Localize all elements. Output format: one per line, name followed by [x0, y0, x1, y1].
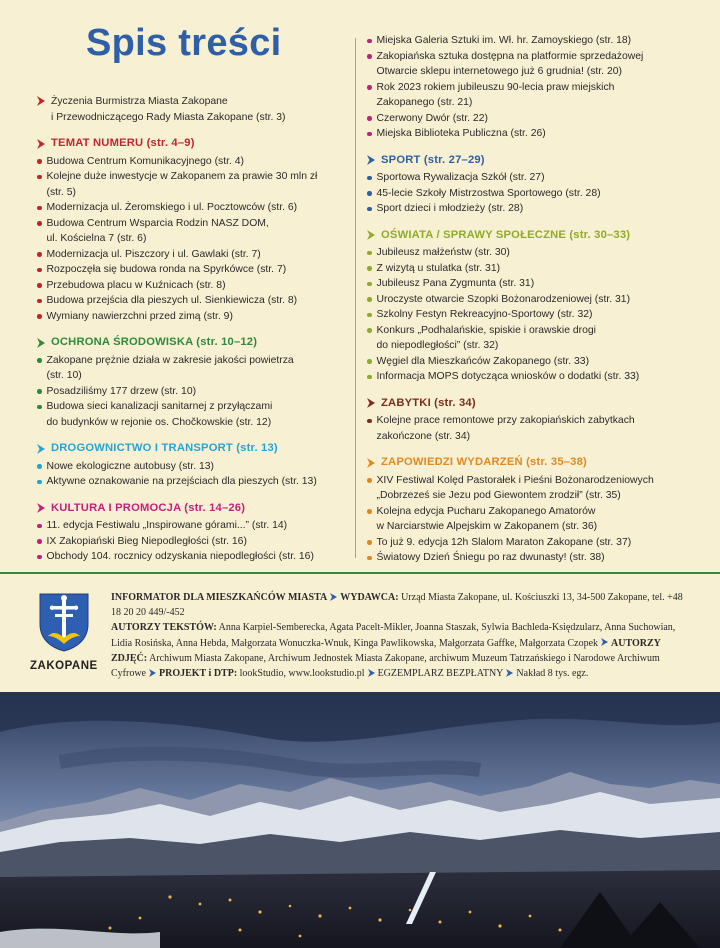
bullet-icon [37, 314, 42, 319]
toc-entry-text: 11. edycja Festiwalu „Inspirowane górami...” (str. 14) [46, 520, 288, 531]
toc-entry-text: Konkurs „Podhalańskie, spiskie i orawskie drogi do niepodległości” (str. 32) [376, 324, 596, 351]
toc-entry-text: IX Zakopiański Bieg Niepodległości (str. 16) [46, 535, 247, 547]
informator-label: INFORMATOR DLA MIESZKAŃCÓW MIASTA [111, 592, 328, 603]
toc-entry[interactable] [366, 504, 706, 535]
section-heading[interactable] [36, 501, 348, 517]
toc-entry-text: Kolejne duże inwestycje w Zakopanem za prawie 30 mln zł (str. 5) [46, 171, 318, 198]
toc-entry-text: Sport dzieci i młodzieży (str. 28) [376, 203, 524, 214]
toc-entry-text: Modernizacja ul. Piszczory i ul. Gawlaki (str. 7) [46, 248, 261, 260]
chevron-right-icon [366, 155, 376, 165]
chevron-right-icon [36, 444, 46, 454]
toc-entry[interactable] [36, 216, 348, 247]
toc-entry-text: Węgiel dla Mieszkańców Zakopanego (str. 33) [376, 355, 590, 367]
toc-entry-text: Obchody 104. rocznicy odzyskania niepodległości (str. 16) [46, 551, 314, 562]
toc-entry-text: Aktywne oznakowanie na przejściach dla pieszych (str. 13) [46, 476, 317, 487]
toc-entry-text: Budowa Centrum Komunikacyjnego (str. 4) [46, 155, 245, 167]
toc-entry[interactable] [36, 384, 348, 400]
toc-entry[interactable] [36, 293, 348, 309]
bullet-icon [37, 268, 42, 273]
toc-section [366, 396, 706, 445]
toc-entry-text: Czerwony Dwór (str. 22) [376, 112, 488, 124]
toc-entry[interactable] [36, 459, 348, 475]
toc-entry-text: Kolejna edycja Pucharu Zakopanego Amatorów w Narciarstwie Alpejskim w Zakopanem (str. 36) [376, 505, 598, 532]
wydawca-label: WYDAWCA: [340, 592, 399, 603]
toc-entry-text: Rok 2023 rokiem jubileuszu 90-lecia praw miejskich Zakopanego (str. 21) [376, 81, 615, 108]
toc-section [366, 455, 706, 566]
toc-section [366, 153, 706, 217]
section-heading[interactable] [366, 153, 706, 169]
section-heading-text: ZAPOWIEDZI WYDARZEŃ (str. 35–38) [381, 456, 587, 468]
intro-entry[interactable] [36, 94, 348, 125]
bullet-icon [367, 359, 372, 364]
left-column [36, 94, 348, 576]
chevron-right-icon [36, 96, 46, 106]
bullet-icon [367, 266, 372, 271]
toc-entry[interactable] [36, 200, 348, 216]
bullet-icon [367, 375, 372, 380]
bullet-icon [367, 176, 372, 181]
toc-entry[interactable] [366, 126, 706, 142]
bullet-icon [37, 221, 42, 226]
bullet-icon [37, 464, 42, 469]
bullet-icon [37, 159, 42, 164]
toc-entry[interactable] [366, 307, 706, 323]
toc-entry-text: Miejska Galeria Sztuki im. Wł. hr. Zamoyskiego (str. 18) [376, 35, 632, 46]
section-heading-text: SPORT (str. 27–29) [381, 153, 485, 166]
toc-section [36, 335, 348, 430]
toc-entry[interactable] [36, 353, 348, 384]
toc-entry[interactable] [366, 261, 706, 277]
toc-entry[interactable] [36, 474, 348, 490]
bullet-icon [367, 85, 372, 90]
toc-entry[interactable] [36, 309, 348, 325]
toc-entry[interactable] [36, 278, 348, 294]
toc-entry-text: Nowe ekologiczne autobusy (str. 13) [46, 460, 214, 472]
bullet-icon [367, 132, 372, 137]
toc-entry-text: Przebudowa placu w Kuźnicach (str. 8) [46, 279, 226, 291]
column-divider [355, 38, 356, 558]
toc-entry-text: Budowa przejścia dla pieszych ul. Sienkiewicza (str. 8) [46, 295, 298, 306]
bullet-icon [367, 556, 372, 561]
credits-block [111, 590, 687, 681]
projekt-text[interactable]: lookStudio, www.lookstudio.pl [239, 668, 365, 680]
toc-entry[interactable] [366, 323, 706, 354]
section-heading-text: TEMAT NUMERU (str. 4–9) [51, 137, 195, 149]
toc-entry-text: Wymiany nawierzchni przed zimą (str. 9) [46, 310, 233, 322]
toc-entry[interactable] [36, 262, 348, 278]
bullet-icon [37, 252, 42, 257]
toc-entry[interactable] [366, 245, 706, 261]
toc-entry-text: Sportowa Rywalizacja Szkół (str. 27) [376, 172, 545, 183]
toc-entry-text: Budowa sieci kanalizacji sanitarnej z przyłączami do budynków w rejonie os. Chočkowskie (str. 12) [46, 401, 273, 428]
chevron-right-icon [368, 669, 375, 677]
toc-entry[interactable] [366, 369, 706, 385]
bullet-icon [37, 175, 42, 180]
toc-entry[interactable] [366, 186, 706, 202]
bullet-icon [367, 207, 372, 212]
bullet-icon [367, 540, 372, 545]
bullet-icon [367, 54, 372, 59]
toc-entry-text: Uroczyste otwarcie Szopki Bożonarodzeniowej (str. 31) [376, 293, 631, 305]
toc-entry[interactable] [36, 154, 348, 170]
bullet-icon [37, 283, 42, 288]
egzemplarz-text: EGZEMPLARZ BEZPŁATNY [377, 668, 504, 680]
intro-text: Życzenia Burmistrza Miasta Zakopane i Przewodniczącego Rady Miasta Zakopane (str. 3) [51, 96, 286, 123]
bullet-icon [37, 389, 42, 394]
zakopane-night-panorama-image [0, 692, 720, 948]
bullet-icon [37, 299, 42, 304]
toc-entry[interactable] [36, 534, 348, 550]
toc-entry-text: Zakopane prężnie działa w zakresie jakości powietrza (str. 10) [46, 354, 294, 381]
section-heading-text: OŚWIATA / SPRAWY SPOŁECZNE (str. 30–33) [381, 228, 631, 241]
wydawca-text: Urząd Miasta Zakopane, ul. Kościuszki 13, 34-500 Zakopane, tel. +48 18 20 20 449/-452 [111, 592, 683, 619]
autorzy-label: AUTORZY TEKSTÓW: [111, 622, 217, 634]
chevron-right-icon [330, 593, 337, 601]
section-heading-text: DROGOWNICTWO I TRANSPORT (str. 13) [51, 442, 278, 454]
bullet-icon [367, 419, 372, 424]
toc-entry-text: Rozpoczęła się budowa ronda na Spyrkówce (str. 7) [46, 264, 287, 275]
toc-section-continued [366, 33, 706, 142]
chevron-right-icon [601, 638, 608, 646]
section-heading-text: ZABYTKI (str. 34) [381, 396, 476, 409]
toc-entry-text: To już 9. edycja 12h Slalom Maraton Zakopane (str. 37) [376, 536, 632, 548]
zdjec-label: AUTORZY ZDJĘĆ: [111, 637, 661, 664]
toc-entry[interactable] [366, 201, 706, 217]
toc-entry[interactable] [36, 549, 348, 565]
crest-label: ZAKOPANE [30, 660, 98, 672]
toc-entry[interactable] [366, 80, 706, 111]
bullet-icon [37, 524, 42, 529]
toc-entry-text: Zakopiańska sztuka dostępna na platformie sprzedażowej Otwarcie sklepu internetowego już 6 grudnia! (str. 20) [376, 50, 644, 77]
bullet-icon [367, 116, 372, 121]
toc-section [366, 228, 706, 385]
toc-entry[interactable] [366, 535, 706, 551]
bullet-icon [37, 405, 42, 410]
chevron-right-icon [36, 503, 46, 513]
section-heading[interactable] [36, 136, 348, 152]
chevron-right-icon [36, 338, 46, 348]
bullet-icon [367, 191, 372, 196]
chevron-right-icon [36, 139, 46, 149]
toc-entry-text: Jubileusz małżeństw (str. 30) [376, 247, 510, 258]
toc-section [36, 441, 348, 490]
toc-entry[interactable] [366, 413, 706, 444]
bullet-icon [367, 478, 372, 483]
bullet-icon [37, 480, 42, 485]
toc-entry[interactable] [36, 518, 348, 534]
toc-entry-text: Szkolny Festyn Rekreacyjno-Sportowy (str. 32) [376, 309, 593, 320]
toc-entry-text: Kolejne prace remontowe przy zakopiańskich zabytkach zakończone (str. 34) [376, 415, 635, 442]
section-heading-text: KULTURA I PROMOCJA (str. 14–26) [51, 501, 246, 514]
toc-section [36, 501, 348, 565]
toc-entry-text: Modernizacja ul. Żeromskiego i ul. Pocztowców (str. 6) [46, 202, 298, 213]
bullet-icon [37, 555, 42, 560]
bullet-icon [37, 358, 42, 363]
toc-entry[interactable] [366, 550, 706, 566]
section-heading[interactable] [366, 228, 706, 244]
zdjec-text: Archiwum Miasta Zakopane, Archiwum Jednostek Miasta Zakopane, archiwum Muzeum Tatrzańskiego i Narodowe Archiwum Cyfrowe [111, 652, 660, 680]
section-heading[interactable] [36, 335, 348, 351]
toc-entry[interactable] [366, 33, 706, 49]
toc-entry-text: Budowa Centrum Wsparcia Rodzin NASZ DOM, ul. Kościelna 7 (str. 6) [46, 217, 269, 244]
toc-entry-text: XIV Festiwal Kolęd Pastorałek i Pieśni Bożonarodzeniowych „Dobrzeześ sie Jezu pod Giewontem zrodził” (str. 35) [376, 474, 654, 501]
toc-entry-text: Światowy Dzień Śniegu po raz dwunasty! (str. 38) [376, 552, 605, 563]
chevron-right-icon [366, 398, 376, 408]
bullet-icon [367, 509, 372, 514]
toc-entry[interactable] [366, 473, 706, 504]
bullet-icon [367, 39, 372, 44]
chevron-right-icon [149, 669, 156, 677]
bullet-icon [37, 206, 42, 211]
toc-entry-text: Jubileusz Pana Zygmunta (str. 31) [376, 278, 535, 289]
toc-entry[interactable] [366, 292, 706, 308]
toc-entry-text: 45-lecie Szkoły Mistrzostwa Sportowego (str. 28) [376, 187, 601, 199]
section-heading[interactable] [366, 396, 706, 412]
toc-entry[interactable] [366, 49, 706, 80]
bullet-icon [367, 251, 372, 256]
bullet-icon [37, 539, 42, 544]
toc-entry[interactable] [36, 399, 348, 430]
projekt-label: PROJEKT i DTP: [159, 668, 238, 680]
page-title: Spis treści [86, 22, 282, 64]
section-heading-text: OCHRONA ŚRODOWISKA (str. 10–12) [51, 336, 258, 348]
bullet-icon [367, 313, 372, 318]
chevron-right-icon [366, 230, 376, 240]
toc-entry[interactable] [36, 169, 348, 200]
zakopane-crest-icon [38, 592, 90, 652]
chevron-right-icon [506, 669, 513, 677]
toc-entry-text: Informacja MOPS dotycząca wniosków o dodatki (str. 33) [376, 371, 640, 382]
section-heading[interactable] [366, 455, 706, 471]
right-column [366, 33, 706, 577]
autorzy-text: Anna Karpiel-Semberecka, Agata Pacelt-Mikler, Joanna Staszak, Sylwia Bachleda-Księdzularz, Anna Suchowian, Lidia Rosińska, Anna Hebda, Małgorzata Wonuczka-Wnuk, Kinga Pawlikowska, Małgorzata Gaffke, Małgorzata Czopek [111, 622, 676, 649]
toc-entry[interactable] [366, 276, 706, 292]
naklad-text: Nakład 8 tys. egz. [516, 668, 589, 680]
toc-entry[interactable] [366, 170, 706, 186]
section-heading[interactable] [36, 441, 348, 457]
toc-entry-text: Miejska Biblioteka Publiczna (str. 26) [376, 128, 546, 139]
bullet-icon [367, 297, 372, 302]
bullet-icon [367, 328, 372, 333]
toc-entry[interactable] [366, 111, 706, 127]
bullet-icon [367, 282, 372, 287]
toc-entry[interactable] [366, 354, 706, 370]
toc-entry-text: Z wizytą u stulatka (str. 31) [376, 262, 501, 274]
chevron-right-icon [366, 458, 376, 468]
toc-entry[interactable] [36, 247, 348, 263]
toc-section [36, 136, 348, 324]
toc-entry-text: Posadziliśmy 177 drzew (str. 10) [46, 385, 197, 397]
